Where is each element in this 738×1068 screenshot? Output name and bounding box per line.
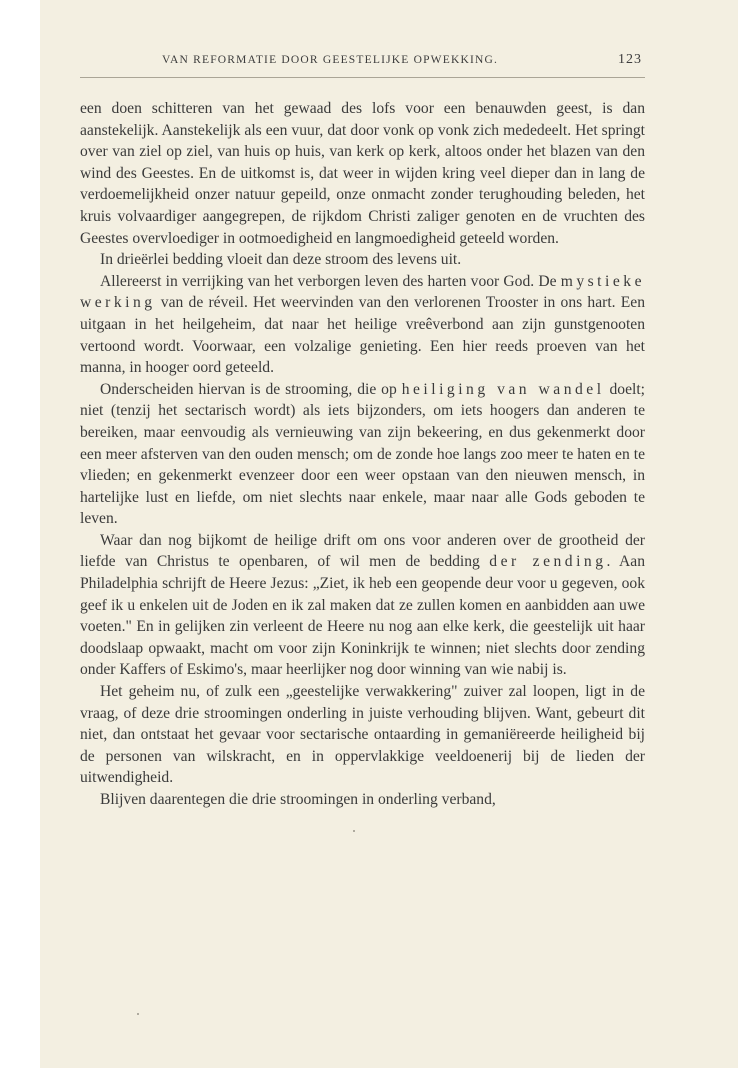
emphasized-text: heiliging van wandel — [401, 380, 605, 398]
body-text — [80, 98, 645, 811]
paragraph-text: Allereerst in verrijking van het verborgen leven des harten voor God. De — [100, 272, 561, 290]
running-head: VAN REFORMATIE DOOR GEESTELIJKE OPWEKKING. — [162, 54, 499, 66]
paragraph-text: een doen schitteren van het gewaad des lofs voor een benauwden geest, is dan aanstekelijk. Aanstekelijk als een vuur, dat door vonk op vonk zich mededeelt. Het springt over van ziel op ziel, van huis op huis, van kerk op kerk, altoos onder het blazen van den wind des Geestes. En de uitkomst is, dat weer in wijden kring veel dieper dan in lang de verdoemelijkheid onzer natuur gepeild, onze onmacht zonder terughouding beleden, het kruis volvaardiger aangegrepen, de rijkdom Christi zaliger genoten en de vruchten des Geestes overvloediger in ootmoedigheid en langmoedigheid geteeld worden. — [80, 100, 645, 247]
paragraph — [80, 249, 645, 271]
paragraph-text: van de réveil. Het weervinden van den verlorenen Trooster in ons hart. Een uitgaan in het heilgeheim, dat naar het heilige vreêverbond aan zijn gunstgenooten vertoond wordt. Voorwaar, een volzalige genieting. Een hier reeds proeven van het manna, in hooger oord geteeld. — [80, 294, 645, 377]
paragraph — [80, 530, 645, 681]
emphasized-text: mystieke werking — [80, 272, 645, 312]
paragraph-text: Het geheim nu, of zulk een „geestelijke verwakkering" zuiver zal loopen, ligt in de vraag, of deze drie stroomingen onderling in juiste verhouding blijven. Want, gebeurt dit niet, dan ontstaat het gevaar voor sectarische ontaarding in gemaniëreerde heiligheid bij de personen van wilskracht, en in oppervlakkige veeldoenerij bij de lieden der uitwendigheid. — [80, 683, 645, 787]
paragraph-text: . Aan Philadelphia schrijft de Heere Jezus: „Ziet, ik heb een geopende deur voor u gegeven, ook geef ik u enkelen uit de Joden en ik zal maken dat ze zullen komen en aanbidden aan uwe voeten." En in gelijken zin verleent de Heere nu nog aan elke kerk, die geestelijk uit haar doodslaap opwaakt, macht om voor zijn Koninkrijk te winnen; niet slechts door zending onder Kaffers of Eskimo's, maar heerlijker nog door winning van wie nabij is. — [80, 553, 645, 679]
paragraph-text: Waar dan nog bijkomt de heilige drift om ons voor anderen over de grootheid der liefde van Christus te openbaren, of wil men de bedding — [80, 531, 645, 571]
speck-mark — [137, 1013, 139, 1015]
paragraph — [80, 98, 645, 249]
page-number: 123 — [618, 52, 642, 67]
paragraph-text: In drieërlei bedding vloeit dan deze stroom des levens uit. — [100, 251, 462, 269]
paragraph — [80, 789, 645, 811]
paragraph — [80, 681, 645, 789]
speck-mark — [353, 830, 355, 832]
paragraph-text: doelt; niet (tenzij het sectarisch wordt) als iets bijzonders, om iets hoogers dan anderen te bereiken, maar eenvoudig als vernieuwing van zijn bekeering, en dus gekenmerkt door een meer afsterven van den ouden mensch; om de zonde hoe langs zoo meer te haten en te vlieden; en gekenmerkt evenzeer door een weer opstaan van den nieuwen mensch, in hartelijke lust en liefde, om niet slechts naar enkele, maar naar alle Gods geboden te leven. — [80, 380, 645, 528]
page-header — [40, 54, 738, 74]
paragraph — [80, 271, 645, 379]
book-page — [40, 0, 738, 1068]
paragraph-text: Onderscheiden hiervan is de strooming, die op — [100, 380, 402, 398]
paragraph-text: Blijven daarentegen die drie stroomingen in onderling verband, — [100, 791, 496, 808]
emphasized-text: der zending — [489, 553, 607, 571]
paragraph — [80, 379, 645, 530]
header-rule — [80, 77, 645, 78]
